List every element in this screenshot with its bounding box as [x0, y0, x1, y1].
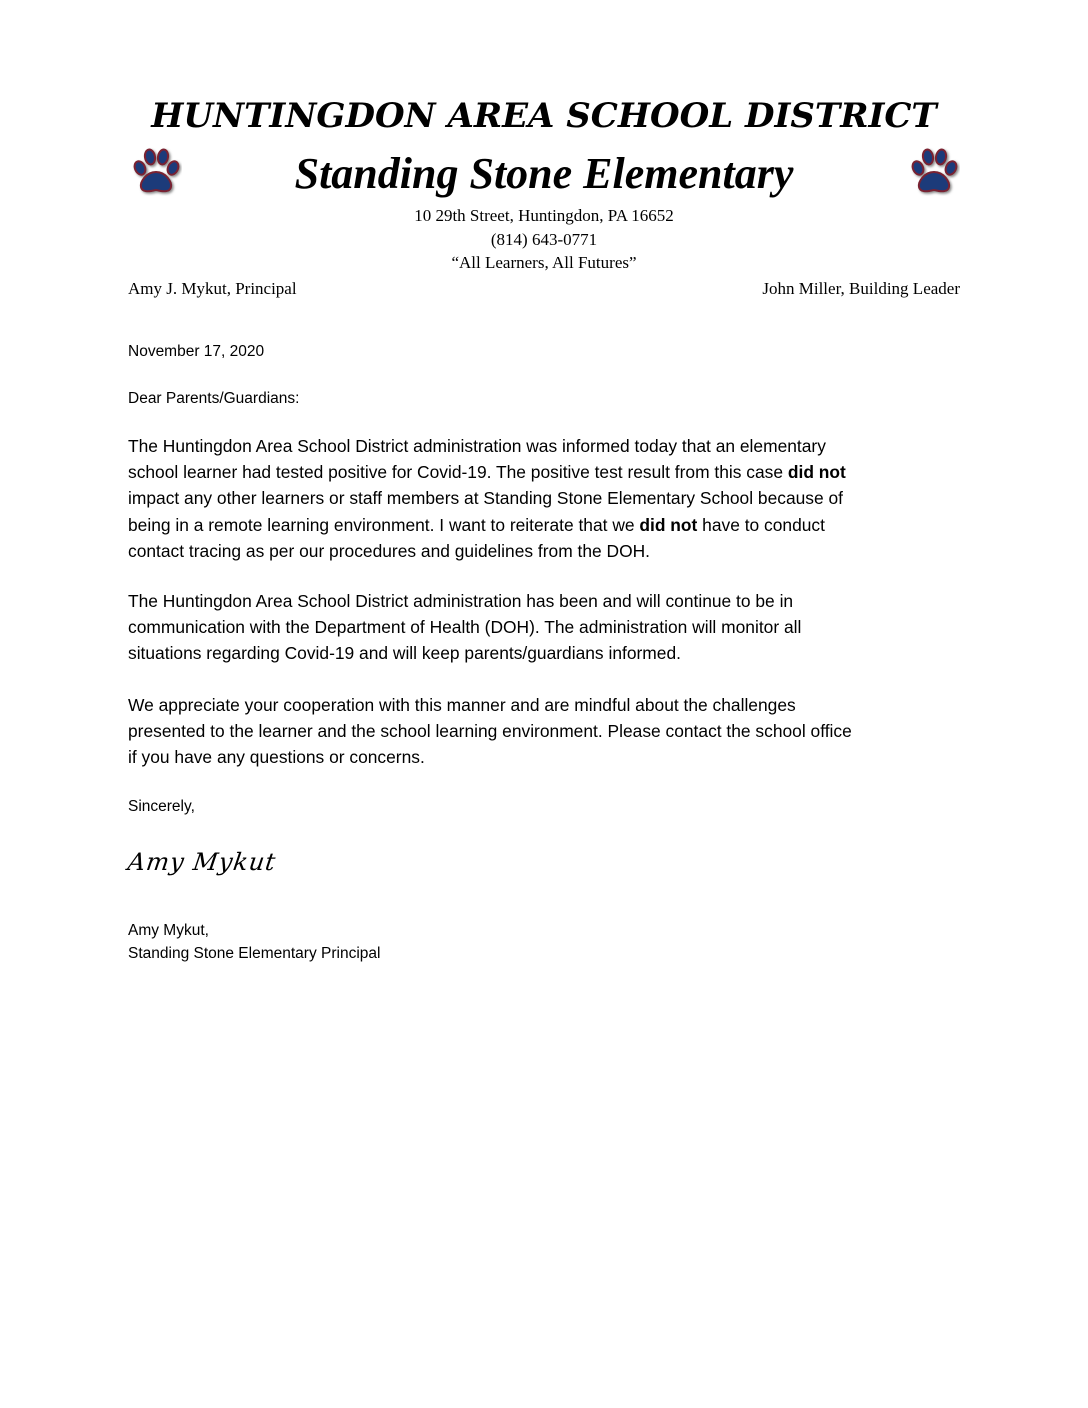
- school-name: Standing Stone Elementary: [294, 149, 794, 198]
- emphasis-text: did not: [639, 514, 698, 535]
- closing: Sincerely,: [128, 798, 195, 815]
- signer-name: Amy Mykut,: [128, 922, 209, 939]
- paragraph-2: [128, 588, 958, 667]
- paragraph-line: communication with the Department of Health (DOH). The administration will monitor all: [128, 617, 802, 638]
- emphasis-text: did not: [787, 462, 846, 483]
- paragraph-line: situations regarding Covid-19 and will keep parents/guardians informed.: [128, 643, 681, 664]
- paragraph-line: presented to the learner and the school learning environment. Please contact the school office: [128, 721, 852, 742]
- paragraph-line: [128, 512, 958, 538]
- paragraph-line: impact any other learners or staff members at Standing Stone Elementary School because of: [128, 488, 844, 509]
- school-address: 10 29th Street, Huntingdon, PA 16652: [414, 206, 674, 225]
- district-name: HUNTINGDON AREA SCHOOL DISTRICT: [151, 96, 937, 136]
- paragraph-line: We appreciate your cooperation with this manner and are mindful about the challenges: [128, 695, 796, 715]
- paragraph-line: contact tracing as per our procedures and guidelines from the DOH.: [128, 540, 650, 561]
- text-segment: school learner had tested positive for Covid-19. The positive test result from this case: [128, 462, 788, 483]
- school-contact-block: [0, 204, 1088, 275]
- paragraph-line: if you have any questions or concerns.: [128, 747, 425, 768]
- handwritten-signature: Amy Mykut: [126, 848, 279, 876]
- signer-title: Standing Stone Elementary Principal: [128, 945, 381, 962]
- salutation: Dear Parents/Guardians:: [128, 390, 300, 407]
- text-segment: being in a remote learning environment. I want to reiterate that we: [128, 514, 640, 535]
- paragraph-line: [128, 459, 958, 485]
- letter-date: November 17, 2020: [128, 343, 265, 360]
- paragraph-line: The Huntingdon Area School District administration has been and will continue to be in: [128, 591, 794, 611]
- paragraph-line: The Huntingdon Area School District administration was informed today that an elementary: [128, 436, 826, 456]
- school-motto: “All Learners, All Futures”: [451, 253, 637, 272]
- text-segment: have to conduct: [697, 514, 825, 535]
- paragraph-3: [128, 692, 958, 771]
- school-phone: (814) 643-0771: [490, 229, 598, 249]
- paragraph-1: [128, 433, 958, 564]
- principal-name: Amy J. Mykut, Principal: [128, 279, 297, 298]
- paw-print-icon: [908, 146, 960, 196]
- building-leader-name: John Miller, Building Leader: [762, 279, 960, 298]
